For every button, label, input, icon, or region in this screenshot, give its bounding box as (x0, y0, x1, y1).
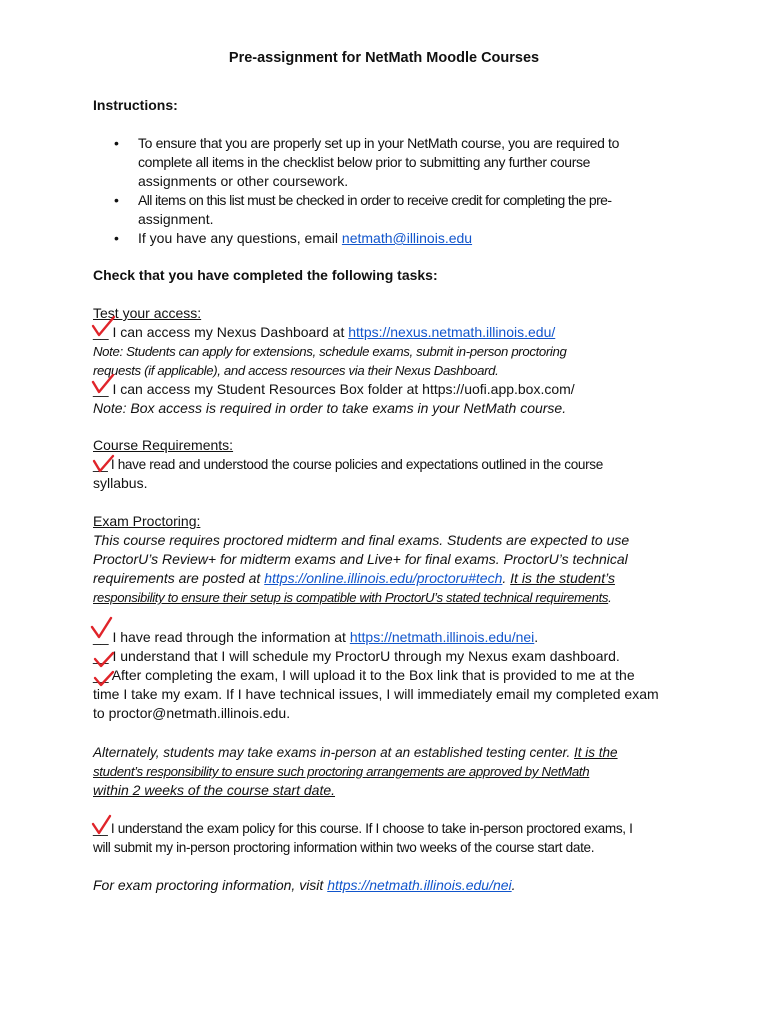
nexus-note: Note: Students can apply for extensions, schedule exams, submit in-person proctoring (93, 344, 567, 359)
instructions-heading: Instructions: (93, 97, 178, 113)
checklist-item-schedule[interactable]: __ I understand that I will schedule my ProctorU through my Nexus exam dashboard. (93, 648, 620, 664)
instruction-item-checked: • All items on this list must be checked in order to receive credit for completing the pre- assignment. (114, 192, 612, 227)
footer-nei-link[interactable]: https://netmath.illinois.edu/nei (327, 877, 512, 893)
checklist-item-syllabus[interactable]: __ I have read and understood the course policies and expectations outlined in the course (93, 457, 603, 472)
checkmark-icon (90, 372, 120, 398)
bullet-icon: • (114, 230, 119, 246)
checklist-item-nei[interactable]: __ I have read through the information at https://netmath.illinois.edu/nei. (93, 629, 539, 645)
checklist-item-box[interactable]: __ I can access my Student Resources Box folder at https://uofi.app.box.com/ (93, 381, 575, 397)
checklist-item-upload[interactable]: __ After completing the exam, I will upload it to the Box link that is provided to me at the (93, 667, 635, 683)
checkmark-icon (91, 452, 121, 478)
checkmark-icon (89, 615, 119, 641)
checkmark-icon (90, 813, 120, 839)
proctoring-section: Exam Proctoring: This course requires proctored midterm and final exams. Students are expected to use ProctorU’s Review+ for midterm exams and Live+ for final exams. ProctorU’s technical requirements are posted at https://online.illinois.edu/proctoru#tech. It is the student’s responsibility to ensure their setup is compatible with ProctorU’s stated technical requirements. (93, 512, 683, 607)
proctoring-footer: For exam proctoring information, visit https://netmath.illinois.edu/nei. (93, 877, 516, 893)
tasks-heading: Check that you have completed the following tasks: (93, 267, 438, 283)
support-email-link[interactable]: netmath@illinois.edu (341, 230, 473, 246)
checklist-item-exam-policy[interactable]: __ I understand the exam policy for this course. If I choose to take in-person proctored exams, I (93, 821, 633, 836)
access-heading: Test your access: (93, 305, 202, 321)
page-title: Pre-assignment for NetMath Moodle Courses (228, 50, 540, 66)
requirements-heading: Course Requirements: (93, 437, 234, 453)
alternate-proctoring-note: Alternately, students may take exams in-person at an established testing center. It is the student’s responsibility to ensure such proctoring arrangements are approved by NetMath within 2 weeks of the course start date. (93, 745, 618, 798)
instruction-item-setup: • To ensure that you are properly set up in your NetMath course, you are required to complete all items in the checklist below prior to submitting any further course assignments or other coursework. (114, 135, 620, 189)
checkmark-icon (90, 315, 120, 341)
bullet-icon: • (114, 192, 119, 208)
nei-link[interactable]: https://netmath.illinois.edu/nei (349, 629, 535, 645)
proctoring-heading: Exam Proctoring: (93, 513, 201, 529)
access-section: Test your access: __ I can access my Nexus Dashboard at https://nexus.netmath.illinois.edu/ Note: Students can apply for extensions, schedule exams, submit in-person proctoring requests (if applicable), and access resources via their Nexus Dashboard. __ I can access my Student Resources Box folder at https://uofi.app.box.com/ Note: Box access is required in order to take exams in your NetMath course. (93, 304, 683, 418)
requirements-section: Course Requirements: __ I have read and understood the course policies and expectations outlined in the course syllabus. (93, 436, 683, 493)
checkmark-icon (92, 667, 122, 693)
bullet-icon: • (114, 135, 119, 151)
checklist-item-nexus[interactable]: __ I can access my Nexus Dashboard at https://nexus.netmath.illinois.edu/ (93, 324, 556, 340)
nexus-dashboard-link[interactable]: https://nexus.netmath.illinois.edu/ (348, 324, 556, 340)
proctoring-checklist: __ I have read through the information at https://netmath.illinois.edu/nei. __ I understand that I will schedule my ProctorU through my Nexus exam dashboard. __ After completing the exam, I will upload it to the Box link that is provided to me at the time I take my exam. If I have technical issues, I will immediately email my completed exam to proctor@netmath.illinois.edu. (93, 628, 683, 723)
instructions-list (114, 134, 674, 248)
instruction-item-questions: • If you have any questions, email netmath@illinois.edu (114, 230, 473, 246)
box-note: Note: Box access is required in order to take exams in your NetMath course. (93, 400, 567, 416)
exam-policy-block: __ I understand the exam policy for this course. If I choose to take in-person proctored exams, I will submit my in-person proctoring information within two weeks of the course start date. (93, 819, 683, 857)
proctoru-tech-link[interactable]: https://online.illinois.edu/proctoru#tech (264, 570, 503, 586)
